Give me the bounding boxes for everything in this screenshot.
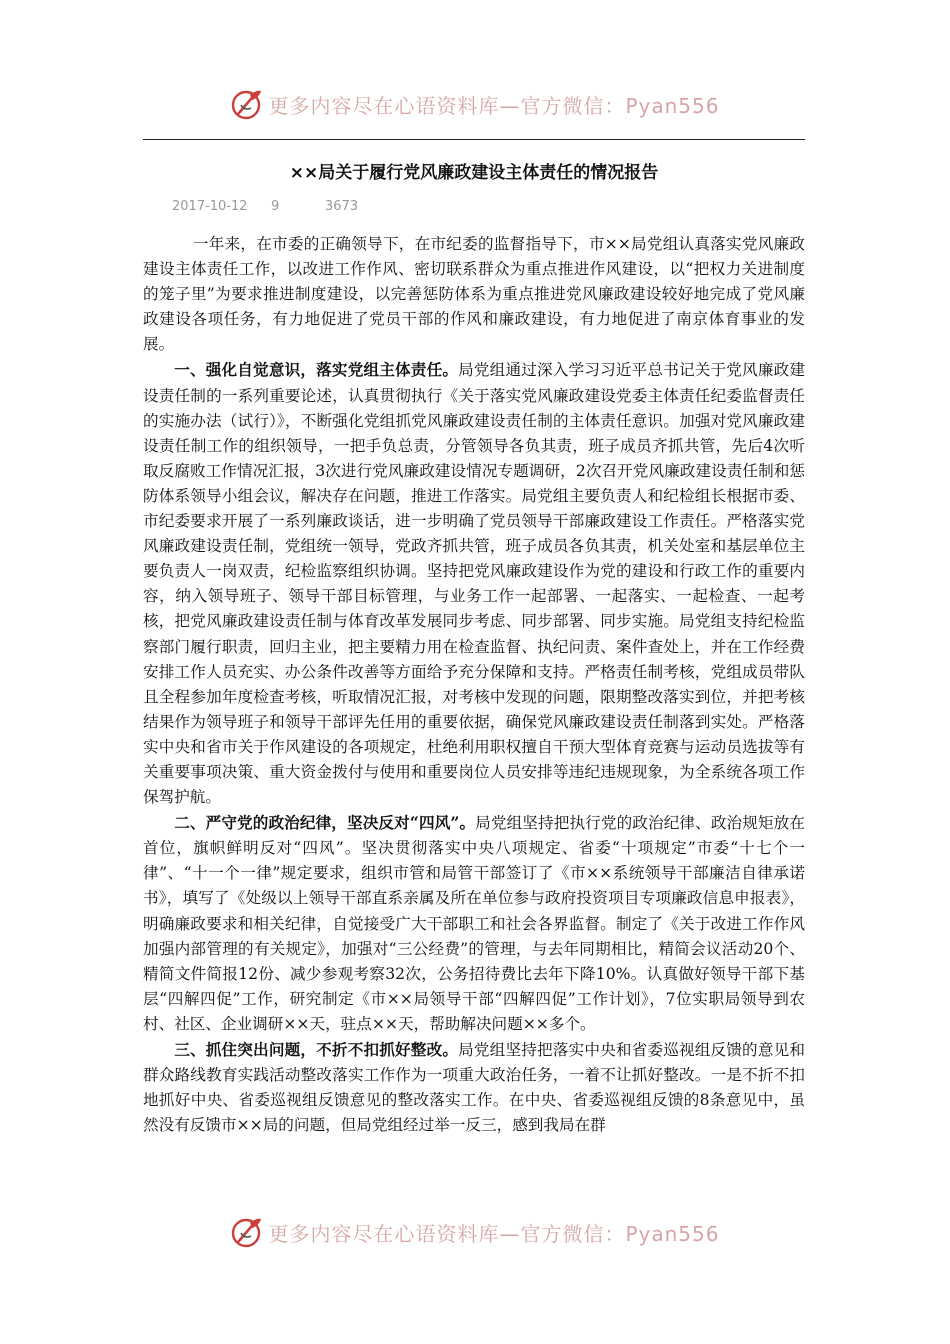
paragraph-section-2 <box>143 810 805 1037</box>
quill-seal-icon <box>230 87 264 121</box>
section-heading: 三、抓住突出问题，不折不扣抓好整改。 <box>174 1040 459 1059</box>
paragraph-section-1 <box>143 357 805 810</box>
paragraph-text: 局党组坚持把落实中央和省委巡视组反馈的意见和群众路线教育实践活动整改落实工作作为一项重大政治任务，一着不让抓好整改。一是不折不扣地抓好中央、省委巡视组反馈意见的整改落实工作。在中央、省委巡视组反馈的8条意见中，虽然没有反馈市××局的问题，但局党组经过举一反三，感到我局在群 <box>143 1041 805 1135</box>
watermark-banner-bottom <box>0 1212 950 1252</box>
section-heading: 二、严守党的政治纪律，坚决反对“四风”。 <box>174 813 476 833</box>
header-divider <box>143 139 805 140</box>
paragraph-intro <box>143 232 805 357</box>
paragraph-text: 一年来，在市委的正确领导下，在市纪委的监督指导下，市××局党组认真落实党风廉政建设主体责任工作，以改进工作作风、密切联系群众为重点推进作风建设，以“把权力关进制度的笼子里”为要求推进制度建设，以完善惩防体系为重点推进党风廉政建设较好地完成了党风廉政建设各项任务，有力地促进了党员干部的作风和廉政建设，有力地促进了南京体育事业的发展。 <box>143 235 805 354</box>
paragraph-text: 局党组坚持把执行党的政治纪律、政治规矩放在首位，旗帜鲜明反对“四风”。坚决贯彻落实中央八项规定、省委“十项规定”市委“十七个一律”、“十一个一律”规定要求，组织市管和局管干部签订了《市××系统领导干部廉洁自律承诺书》，填写了《处级以上领导干部直系亲属及所在单位参与政府投资项目专项廉政信息申报表》，明确廉政要求和相关纪律，自觉接受广大干部职工和社会各界监督。制定了《关于改进工作作风加强内部管理的有关规定》，加强对“三公经费”的管理，与去年同期相比，精简会议活动20个、精简文件简报12份、减少参观考察32次，公务招待费比去年下降10%。认真做好领导干部下基层“四解四促”工作，研究制定《市××局领导干部“四解四促”工作计划》，7位实职局领导到农村、社区、企业调研××天，驻点××天，帮助解决问题××多个。 <box>143 814 805 1033</box>
watermark-banner-top <box>0 84 950 124</box>
paragraph-section-3 <box>143 1037 805 1138</box>
document-meta <box>172 199 358 214</box>
section-heading: 一、强化自觉意识，落实党组主体责任。 <box>174 360 459 380</box>
quill-seal-icon <box>230 1215 264 1249</box>
publish-date: 2017-10-12 <box>172 199 248 214</box>
watermark-text: 更多内容尽在心语资料库—官方微信：Pyan556 <box>268 1221 720 1246</box>
document-body <box>143 232 805 1138</box>
paragraph-text: 局党组通过深入学习习近平总书记关于党风廉政建设责任制的一系列重要论述，认真贯彻执行《关于落实党风廉政建设党委主体责任纪委监督责任的实施办法（试行）》，不断强化党组抓党风廉政建设责任制的主体责任意识。加强对党风廉政建设责任制工作的组织领导，一把手负总责，分管领导各负其责，班子成员齐抓共管，先后4次听取反腐败工作情况汇报，3次进行党风廉政建设情况专题调研，2次召开党风廉政建设责任制和惩防体系领导小组会议，解决存在问题，推进工作落实。局党组主要负责人和纪检组长根据市委、市纪委要求开展了一系列廉政谈话，进一步明确了党员领导干部廉政建设工作责任。严格落实党风廉政建设责任制，党组统一领导，党政齐抓共管，班子成员各负其责，机关处室和基层单位主要负责人一岗双责，纪检监察组织协调。坚持把党风廉政建设作为党的建设和行政工作的重要内容，纳入领导班子、领导干部目标管理，与业务工作一起部署、一起落实、一起检查、一起考核，把党风廉政建设责任制与体育改革发展同步考虑、同步部署、同步实施。局党组支持纪检监察部门履行职责，回归主业，把主要精力用在检查监督、执纪问责、案件查处上，并在工作经费安排工作人员充实、办公条件改善等方面给予充分保障和支持。严格责任制考核，党组成员带队且全程参加年度检查考核，听取情况汇报，对考核中发现的问题，限期整改落实到位，并把考核结果作为领导班子和领导干部评先任用的重要依据，确保党风廉政建设责任制落到实处。严格落实中央和省市关于作风建设的各项规定，杜绝利用职权擅自干预大型体育竞赛与运动员选拔等有关重要事项决策、重大资金拨付与使用和重要岗位人员安排等违纪违规现象，为全系统各项工作保驾护航。 <box>143 361 805 807</box>
document-title: ××局关于履行党风廉政建设主体责任的情况报告 <box>289 163 659 183</box>
meta-count-b: 3673 <box>325 199 359 214</box>
watermark-text: 更多内容尽在心语资料库—官方微信：Pyan556 <box>268 93 720 118</box>
meta-count-a: 9 <box>271 199 280 214</box>
